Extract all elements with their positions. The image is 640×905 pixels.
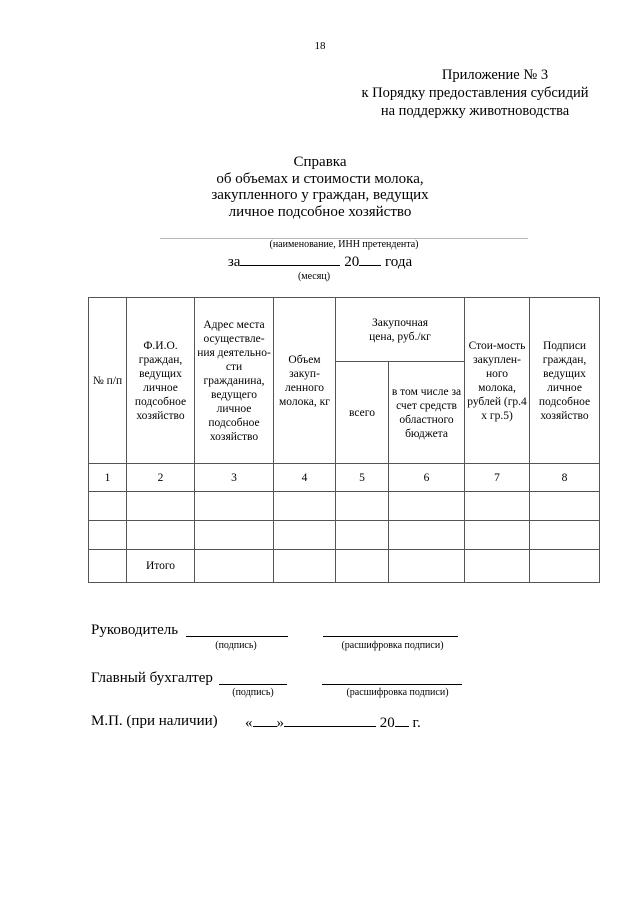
- accountant-signature-line: [219, 670, 287, 685]
- table-cell: [389, 550, 465, 583]
- date-suffix: г.: [412, 715, 421, 731]
- column-number: 7: [465, 464, 530, 492]
- title-line-2: об объемах и стоимости молока,: [216, 170, 424, 187]
- stamp-label: М.П. (при наличии): [91, 713, 218, 729]
- table-cell: [336, 521, 389, 550]
- date-quote-close: »: [276, 715, 284, 731]
- date-line: [245, 713, 421, 732]
- table-cell: [465, 550, 530, 583]
- title-line-1: Справка: [293, 154, 347, 170]
- header-price-regional: в том числе за счет средств областного бюджета: [389, 362, 465, 464]
- table-cell: [530, 550, 600, 583]
- header-signatures: Подписи граждан, ведущих личное подсобное хозяйство: [530, 298, 600, 464]
- column-numbers-row: [89, 464, 600, 492]
- table-cell: [389, 521, 465, 550]
- header-price-total: всего: [336, 362, 389, 464]
- head-decryption-caption: (расшифровка подписи): [341, 640, 444, 651]
- column-number: 4: [274, 464, 336, 492]
- table-cell: [274, 521, 336, 550]
- table-cell: [389, 492, 465, 521]
- period-prefix: за: [227, 254, 241, 270]
- table-cell: [195, 492, 274, 521]
- month-blank: [240, 252, 340, 266]
- date-year-blank: [395, 713, 409, 727]
- total-row: [89, 550, 600, 583]
- month-name-blank: [284, 713, 376, 727]
- milk-volume-table: [88, 297, 600, 583]
- appendix-line-2: к Порядку предоставления субсидий: [361, 85, 589, 101]
- table-cell: [127, 492, 195, 521]
- header-number: № п/п: [89, 298, 127, 464]
- day-blank: [253, 713, 277, 727]
- date-quote-open: «: [245, 715, 253, 731]
- period-line: [0, 252, 640, 271]
- table-cell: [530, 492, 600, 521]
- header-full-name: Ф.И.О. граждан, ведущих личное подсобное хозяйство: [127, 298, 195, 464]
- table-cell: [530, 521, 600, 550]
- head-signature-line: [186, 622, 288, 637]
- header-address: Адрес места осуществле-ния деятельно-сти гражданина, ведущего личное подсобное хозяйство: [195, 298, 274, 464]
- appendix-line-1: Приложение № 3: [441, 67, 549, 83]
- title-line-4: личное подсобное хозяйство: [228, 203, 412, 220]
- table-cell: [89, 550, 127, 583]
- accountant-signature-caption: (подпись): [232, 687, 274, 698]
- table-cell: [336, 550, 389, 583]
- applicant-name-caption: (наименование, ИНН претендента): [269, 239, 419, 250]
- accountant-decryption-line: [322, 670, 462, 685]
- table-cell: [89, 521, 127, 550]
- appendix-header: [330, 66, 620, 120]
- accountant-label: Главный бухгалтер: [91, 670, 213, 686]
- head-label: Руководитель: [91, 622, 179, 638]
- title-line-3: закупленного у граждан, ведущих: [211, 187, 429, 203]
- period-year-prefix: 20: [344, 254, 360, 270]
- column-number: 1: [89, 464, 127, 492]
- header-volume: Объем закуп-ленного молока, кг: [274, 298, 336, 464]
- table-cell: [89, 492, 127, 521]
- date-year-prefix: 20: [379, 715, 395, 731]
- table-cell: [127, 521, 195, 550]
- column-number: 6: [389, 464, 465, 492]
- table-cell: [465, 521, 530, 550]
- column-number: 2: [127, 464, 195, 492]
- accountant-decryption-caption: (расшифровка подписи): [346, 687, 449, 698]
- month-caption: (месяц): [297, 271, 331, 282]
- head-signature-caption: (подпись): [215, 640, 257, 651]
- table-cell: [195, 521, 274, 550]
- table-row: [89, 492, 600, 521]
- head-decryption-line: [323, 622, 458, 637]
- table-cell: [195, 550, 274, 583]
- column-number: 5: [336, 464, 389, 492]
- header-purchase-price: Закупочная цена, руб./кг: [336, 298, 465, 362]
- table-cell: [274, 492, 336, 521]
- period-suffix: года: [384, 254, 413, 270]
- table-cell: [465, 492, 530, 521]
- year-blank: [359, 252, 381, 266]
- total-label: Итого: [127, 550, 195, 583]
- document-title: [160, 154, 480, 220]
- page-number: 18: [314, 40, 326, 52]
- appendix-line-3: на поддержку животноводства: [380, 103, 570, 119]
- column-number: 8: [530, 464, 600, 492]
- table-cell: [336, 492, 389, 521]
- table-cell: [274, 550, 336, 583]
- header-cost: Стои-мость закуплен-ного молока, рублей (гр.4 х гр.5): [465, 298, 530, 464]
- column-number: 3: [195, 464, 274, 492]
- table-row: [89, 521, 600, 550]
